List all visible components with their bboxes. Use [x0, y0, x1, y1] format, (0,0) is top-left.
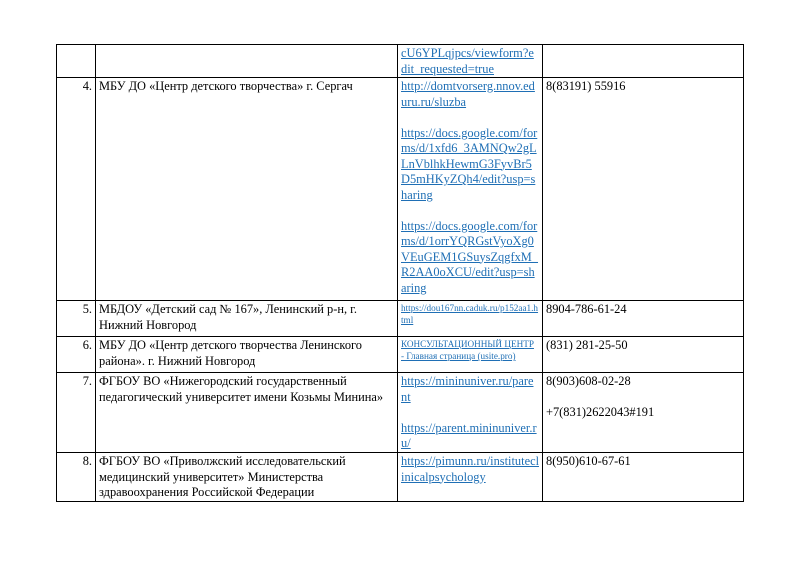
- table-row: [57, 373, 744, 453]
- resource-link[interactable]: https://parent.mininuniver.ru/: [401, 420, 537, 450]
- row-number: [57, 45, 96, 78]
- links-cell: [398, 373, 543, 453]
- phone-number: +7(831)2622043#191: [546, 405, 655, 419]
- links-cell: [398, 337, 543, 373]
- phone-cell: [543, 453, 744, 502]
- resource-link[interactable]: https://mininuniver.ru/parent: [401, 374, 534, 404]
- resource-link[interactable]: https://pimunn.ru/institutеclinicalpsychology: [401, 454, 540, 484]
- links-cell: [398, 453, 543, 502]
- phone-number: (831) 281-25-50: [546, 338, 628, 352]
- phone-cell: [543, 373, 744, 453]
- phone-cell: [543, 301, 744, 337]
- organization-name: [96, 45, 398, 78]
- table-row: [57, 45, 744, 78]
- phone-cell: [543, 78, 744, 301]
- table-row: [57, 301, 744, 337]
- row-number: 6.: [57, 337, 96, 373]
- table-body: [57, 45, 744, 502]
- phone-cell: [543, 45, 744, 78]
- resource-link[interactable]: http://domtvorserg.nnov.eduru.ru/sluzba: [401, 79, 535, 109]
- phone-number: 8(903)608-02-28: [546, 374, 631, 388]
- row-number: 4.: [57, 78, 96, 301]
- organization-name: МБДОУ «Детский сад № 167», Ленинский р-н, г. Нижний Новгород: [96, 301, 398, 337]
- table-row: [57, 453, 744, 502]
- row-number: 8.: [57, 453, 96, 502]
- links-cell: [398, 301, 543, 337]
- table-row: [57, 337, 744, 373]
- links-cell: [398, 45, 543, 78]
- phone-cell: [543, 337, 744, 373]
- resource-link[interactable]: КОНСУЛЬТАЦИОННЫЙ ЦЕНТР - Главная страница (usite.pro): [401, 339, 534, 361]
- row-number: 7.: [57, 373, 96, 453]
- organization-name: МБУ ДО «Центр детского творчества Ленинского района». г. Нижний Новгород: [96, 337, 398, 373]
- resource-link[interactable]: https://dou167nn.caduk.ru/p152aa1.html: [401, 303, 539, 325]
- table-row: [57, 78, 744, 301]
- links-cell: [398, 78, 543, 301]
- resource-link[interactable]: https://docs.google.com/forms/d/1orrYQRGstVyoXg0VEuGEM1GSuysZqgfxM_R2AA0oXCU/edit?usp=sharing: [401, 218, 538, 295]
- organization-name: МБУ ДО «Центр детского творчества» г. Сергач: [96, 78, 398, 301]
- phone-number: 8904-786-61-24: [546, 302, 627, 316]
- organization-name: ФГБОУ ВО «Приволжский исследовательский медицинский университет» Министерства здравоохранения Российской Федерации: [96, 453, 398, 502]
- organization-name: ФГБОУ ВО «Нижегородский государственный педагогический университет имени Козьмы Минина»: [96, 373, 398, 453]
- row-number: 5.: [57, 301, 96, 337]
- phone-number: 8(83191) 55916: [546, 79, 626, 93]
- phone-number: 8(950)610-67-61: [546, 454, 631, 468]
- organizations-table: [56, 44, 744, 502]
- resource-link[interactable]: cU6YPLqjpcs/viewform?edit_requested=true: [401, 46, 534, 76]
- resource-link[interactable]: https://docs.google.com/forms/d/1xfd6_3AMNQw2gLLnVblhkHewmG3FyvBr5D5mHKyZQh4/edit?usp=sharing: [401, 125, 538, 202]
